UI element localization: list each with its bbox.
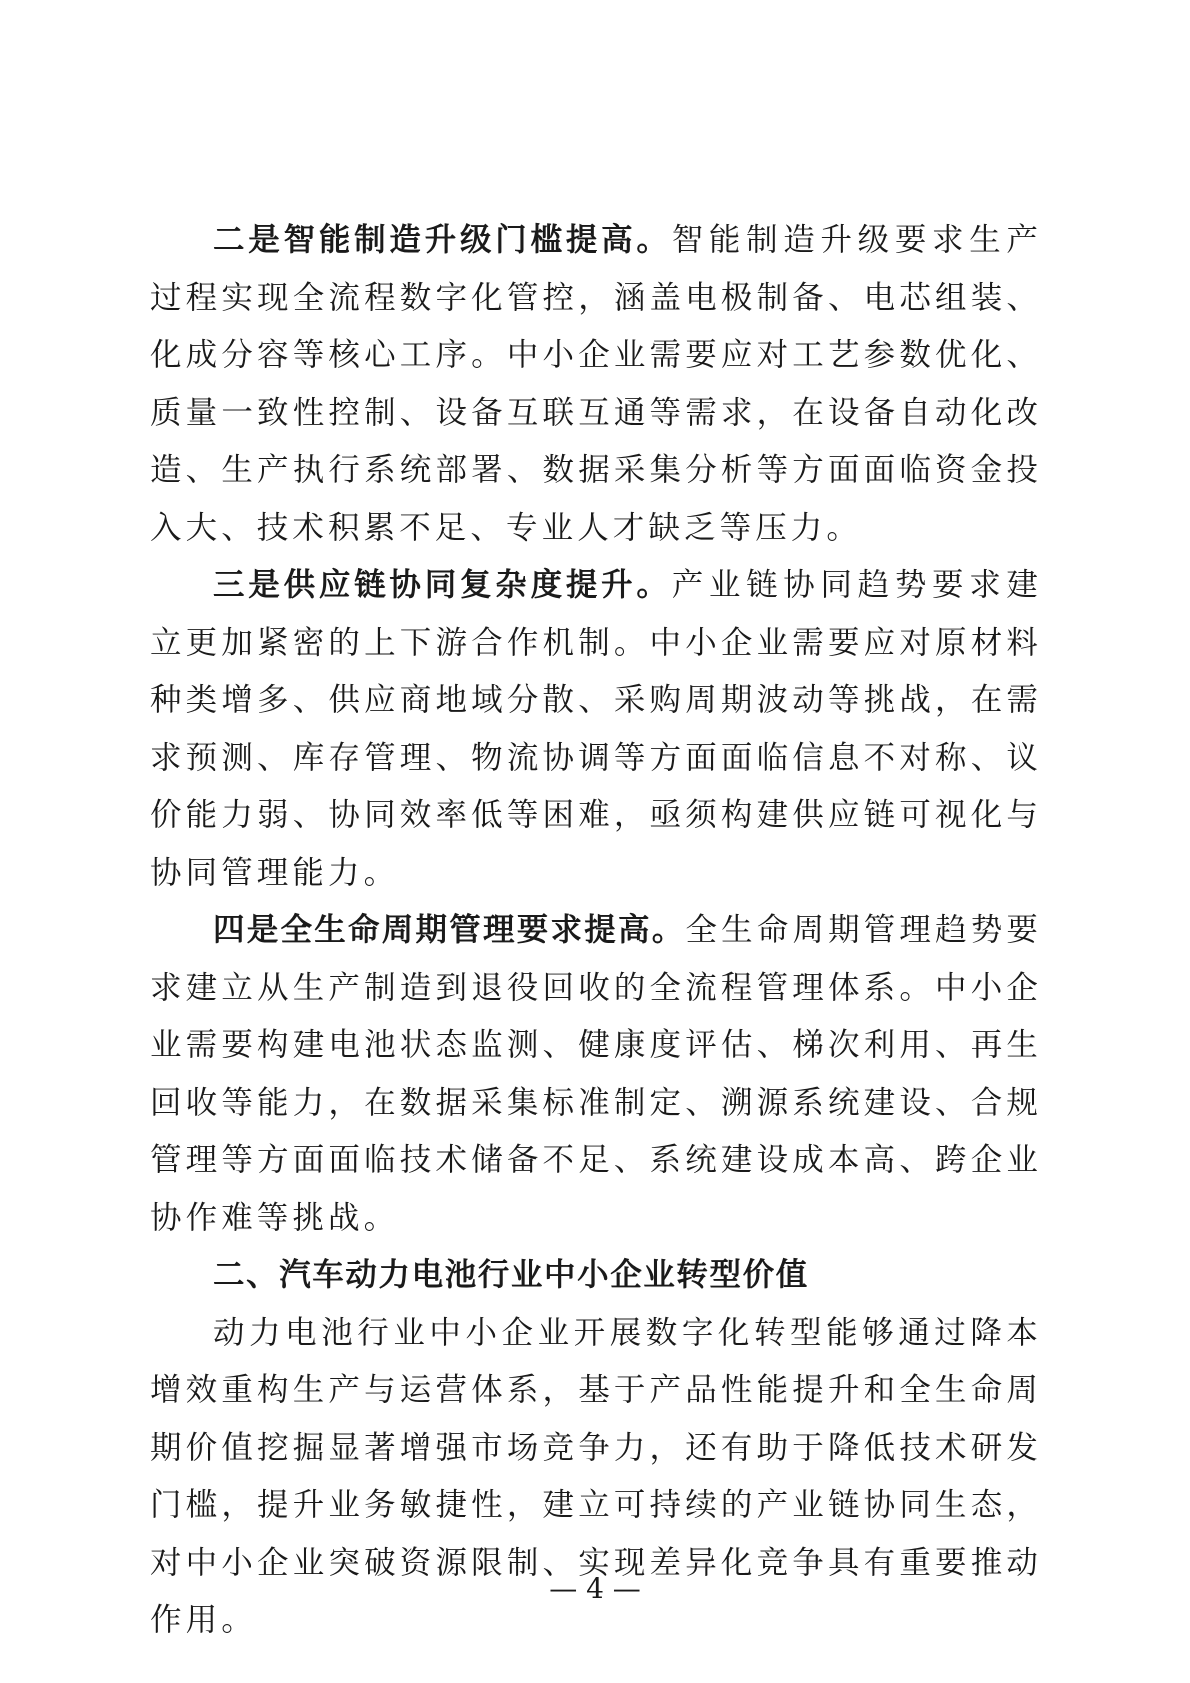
paragraph-supply-chain: [150, 557, 1042, 902]
paragraph-text: 全生命周期管理趋势要求建立从生产制造到退役回收的全流程管理体系。中小企业需要构建电池状态监测、健康度评估、梯次利用、再生回收等能力，在数据采集标准制定、溯源系统建设、合规管理等方面面临技术储备不足、系统建设成本高、跨企业协作难等挑战。: [150, 912, 1042, 1236]
paragraph-lead: 三是供应链协同复杂度提升。: [213, 567, 672, 603]
page-number: — 4 —: [549, 1572, 641, 1605]
paragraph-smart-manufacturing: [150, 212, 1042, 557]
paragraph-lead: 四是全生命周期管理要求提高。: [213, 912, 686, 948]
document-body: [150, 212, 1042, 1650]
paragraph-text: 智能制造升级要求生产过程实现全流程数字化管控，涵盖电极制备、电芯组装、化成分容等核心工序。中小企业需要应对工艺参数优化、质量一致性控制、设备互联互通等需求，在设备自动化改造、生产执行系统部署、数据采集分析等方面面临资金投入大、技术积累不足、专业人才缺乏等压力。: [150, 222, 1042, 546]
paragraph-lifecycle: [150, 902, 1042, 1247]
paragraph-text: 产业链协同趋势要求建立更加紧密的上下游合作机制。中小企业需要应对原材料种类增多、供应商地域分散、采购周期波动等挑战，在需求预测、库存管理、物流协调等方面面临信息不对称、议价能力弱、协同效率低等困难，亟须构建供应链可视化与协同管理能力。: [150, 567, 1042, 891]
paragraph-lead: 二是智能制造升级门槛提高。: [213, 222, 672, 258]
paragraph-transformation-value: 动力电池行业中小企业开展数字化转型能够通过降本增效重构生产与运营体系，基于产品性能提升和全生命周期价值挖掘显著增强市场竞争力，还有助于降低技术研发门槛，提升业务敏捷性，建立可持续的产业链协同生态，对中小企业突破资源限制、实现差异化竞争具有重要推动作用。: [150, 1314, 1042, 1638]
section-heading: 二、汽车动力电池行业中小企业转型价值: [213, 1257, 809, 1293]
